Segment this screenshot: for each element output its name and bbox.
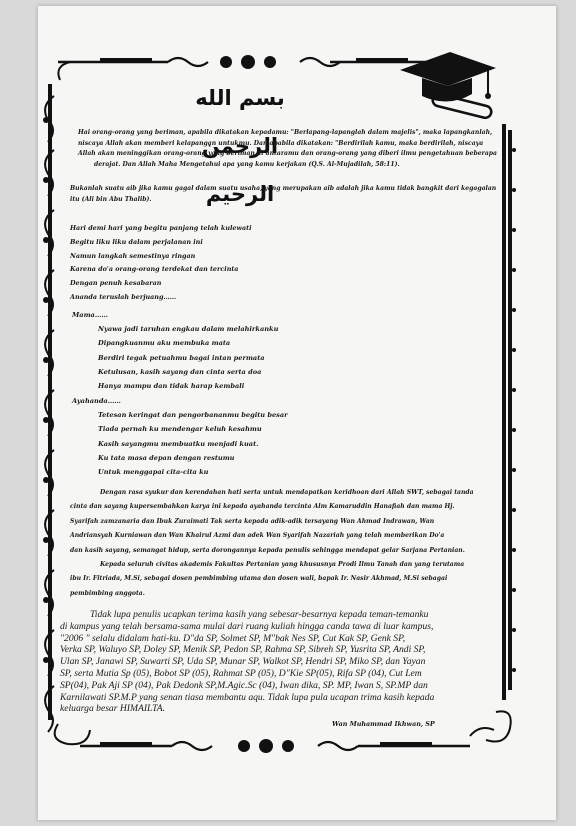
bismillah-text: بسم الله الرحمن الرحيم [195,86,285,206]
ayah-verse [72,394,288,479]
faculty-line: pembimbing anggota. [70,589,145,597]
friends-line: keluarga besar HIMAILTA. [60,703,166,715]
ayah-heading: Ayahanda…… [72,397,121,405]
quran-quote-line: Hai orang-orang yang beriman, apabila dikatakan kepadamu: "Berlapang-lapanglah dalam majelis", maka lapangkanlah, [78,129,493,136]
poem [70,222,252,305]
quran-quote [78,128,518,170]
faculty-line: ibu Ir. Fitriada, M.Si, sebagai dosen pembimbing utama dan dosen wali, bapak Ir. Nasir Akhmad, M.Si sebagai [70,575,448,583]
ayah-line: Tetesan keringat dan pengorbananmu begitu besar [98,411,288,420]
ayah-line: Kasih sayangmu membuatku menjadi kuat. [98,439,259,448]
faculty-paragraph [70,558,464,601]
graduation-cap-icon [392,42,500,122]
friends-line: "2006 " selalu didalam hati-ku. D"da SP, Solmet SP, M"bak Nes SP, Cut Kak SP, Genk SP, [60,632,406,644]
poem-line: Hari demi hari yang begitu panjang telah kulewati [70,224,252,232]
quran-quote-line: Allah akan meninggikan orang-orang yang beriman di antaramu dan orang-orang yang diberi ilmu pengetahuan beberapa [78,150,497,158]
friends-line: Karnilawati SP.M.P yang senan tiasa membantu aqu. Tidak lupa pula ucapan trima kasih kepada [60,691,435,703]
mama-heading: Mama…… [72,311,109,319]
friends-line: Ulan SP, Janawi SP, Suwarti SP, Uda SP, Munar SP, Walkot SP, Hendri SP, Miko SP, dan Yayan [60,656,426,668]
signature: Wan Muhammad Ikhwan, SP [332,720,435,728]
dedication-line: dan kasih sayang, semangat hidup, serta dorongannya kepada penulis sehingga mendapat gelar Sarjana Pertanian. [70,546,465,554]
poem-line: Begitu liku liku dalam perjalanan ini [70,237,203,246]
friends-line: SP(04), Pak Aji SP (04), Pak Dedonk SP,M.Agic.Sc (04), Iwan dika, SP. MP, Iwan S, SP.MP dan [60,679,428,691]
ayah-line: Ku tata masa depan dengan restumu [98,453,235,462]
friends-line: di kampus yang telah bersama-sama mulai dari ruang kuliah hingga canda tawa di luar kampus, [60,620,434,632]
mama-line: Berdiri tegak petuahmu bagai intan permata [98,353,265,362]
dedication-line: Andriansyah Kurniawan dan Wan Khairul Azmi dan adek Wan Syarifah Nazariah yang telah memberikan Do'a [70,532,445,540]
friends-paragraph [60,609,434,715]
quran-quote-line: derajat. Dan Allah Maha Mengetahui apa yang kamu kerjakan (Q.S. Al-Mujadilah, 58:11). [94,160,400,168]
ali-quote-line: itu (Ali bin Abu Thalib). [70,195,152,203]
mama-line: Ketulusan, kasih sayang dan cinta serta doa [98,367,262,376]
friends-line: Tidak lupa penulis ucapkan terima kasih yang sebesar-besarnya kepada teman-temanku [90,609,429,620]
poem-line: Karena do'a orang-orang terdekat dan tercinta [70,265,239,274]
dedication-line: Dengan rasa syukur dan kerendahan hati serta untuk mendapatkan keridhoan dari Allah SWT, sebagai tanda [100,489,474,496]
mama-line: Hanya mampu dan tidak harap kembali [98,382,245,391]
poem-line: Ananda teruslah berjuang…… [70,292,177,301]
dedication-line: Syarifah zamzanaria dan Ibuk Zuraimati Tak serta kepada adik-adik tersayang Wan Ahmad Indrawan, Wan [70,517,435,525]
ali-quote-line: Bukanlah suatu aib jika kamu gagal dalam suatu usaha, yang merupakan aib adalah jika kamu tidak bangkit dari kegagalan [70,185,497,192]
dedication-paragraph [70,486,474,558]
ali-quote [70,184,496,205]
faculty-line: Kepada seluruh civitas akademis Fakultas Pertanian yang khususnya Prodi Ilmu Tanah dan yang terutama [100,561,465,568]
ayah-line: Tiada pernah ku mendengar keluh kesahmu [98,425,262,434]
mama-line: Dipangkuanmu aku membuka mata [98,339,231,348]
ayah-line: Untuk menggapai cita-cita ku [98,468,209,477]
friends-line: SP, serta Mutia Sp (05), Bobot SP (05), Rahmat SP (05), D"Kie SP(05), Rifa SP (04), Cut Lem [60,667,422,679]
bismillah-calligraphy [170,74,310,206]
mama-line: Nyawa jadi taruhan engkau dalam melahirkanku [98,325,279,334]
mama-verse [72,308,278,393]
poem-line: Dengan penuh kesabaran [70,279,162,288]
dedication-line: cinta dan sayang kupersembahkan karya ini kepada ayahanda tercinta Alm Kamaruddin Hanafiah dan mama Hj. [70,503,455,511]
quran-quote-line: niscaya Allah akan memberi kelapangan untukmu. Dan apabila dikatakan: "Berdirilah kamu, maka berdirilah, niscaya [78,139,484,147]
poem-line: Namun langkah semestinya ringan [70,251,196,260]
friends-line: Verka SP, Waluyo SP, Doley SP, Menik SP, Pedon SP, Rahma SP, Sibreh SP, Yusrita SP, Andi SP, [60,644,426,656]
